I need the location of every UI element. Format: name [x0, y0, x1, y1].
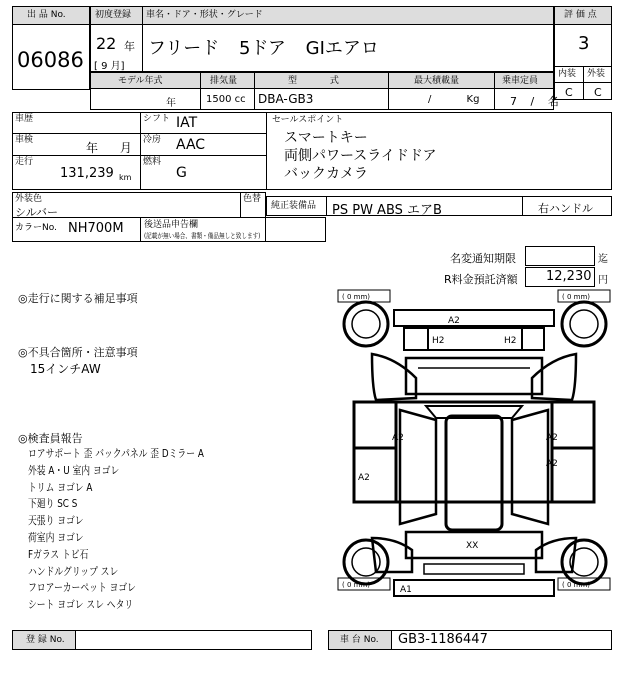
mileage-value: 131,239 [60, 166, 114, 181]
inspector-line: フロアーカーペット ヨゴレ [28, 581, 136, 595]
title-deadline-box [525, 246, 595, 266]
recycle-fee-label: R料金預託済額 [444, 273, 518, 286]
repaint-label: 色替 [243, 194, 262, 204]
car-name-label: 車名・ドア・形状・グレード [146, 10, 263, 20]
equipment-value: PS PW ABS エアB [332, 203, 442, 218]
exterior-color-value: シルバー [15, 206, 58, 219]
max-load-label: 最大積載量 [414, 76, 460, 86]
steering-position: 右ハンドル [538, 202, 593, 215]
damage-mark-headlight-right: H2 [504, 336, 517, 346]
fuel-label: 燃料 [143, 157, 162, 167]
aftermarket-note: (記載が無い場合、書類・備品無しと致します) [144, 232, 261, 240]
tire-depth-front-left: ( 0 mm) [342, 293, 371, 301]
lot-number-label: 出 品 No. [27, 10, 66, 20]
car-damage-diagram [336, 288, 612, 626]
damage-mark-bumper: A2 [448, 316, 460, 326]
mileage-unit: km [119, 173, 132, 182]
shift-label: シフト [143, 114, 171, 124]
exterior-color-label: 外装色 [15, 194, 43, 204]
displacement: 1500 cc [206, 94, 246, 105]
title-deadline-label: 名変通知期限 [450, 252, 516, 265]
aftermarket-label: 後送品申告欄 [144, 220, 199, 230]
recycle-fee-unit: 円 [598, 275, 608, 286]
inspector-line: 外装 A・U 室内 ヨゴレ [28, 463, 120, 477]
inspector-report-title: ◎検査員報告 [18, 432, 83, 445]
interior-grade-label: 内装 [558, 69, 577, 79]
score: 3 [578, 33, 590, 54]
history-label: 車歴 [15, 114, 34, 124]
fuel-value: G [176, 165, 187, 181]
exterior-grade: C [594, 86, 602, 99]
interior-grade: C [565, 86, 573, 99]
sales-point-3: バックカメラ [284, 166, 368, 182]
chassis-number: GB3-1186447 [398, 632, 488, 647]
car-name: フリード 5ドア GIエアロ [148, 38, 379, 59]
damage-mark-door-right: A2 [546, 459, 558, 469]
capacity-label: 乗車定員 [502, 76, 539, 86]
registration-number-label: 登 録 No. [26, 635, 65, 645]
shaken-label: 車検 [15, 135, 34, 145]
color-number-label: カラーNo. [15, 223, 57, 233]
model-year-unit: 年 [166, 98, 176, 109]
inspector-line: シート ヨゴレ スレ ヘタリ [28, 598, 134, 612]
equipment-label: 純正装備品 [271, 201, 317, 211]
inspector-report-lines [28, 446, 328, 614]
tire-depth-front-right: ( 0 mm) [562, 293, 591, 301]
tire-depth-rear-left: ( 0 mm) [342, 581, 371, 589]
model-code-label: 型 式 [288, 76, 339, 86]
damage-mark-rear-bumper: A1 [400, 585, 412, 595]
sales-point-2: 両側パワースライドドア [284, 148, 437, 164]
max-load: / Kg [428, 94, 480, 105]
damage-mark-fender-right: A2 [546, 433, 558, 443]
inspector-line: 荷室内 ヨゴレ [28, 530, 84, 544]
exterior-grade-label: 外装 [587, 69, 606, 79]
tire-depth-rear-right: ( 0 mm) [562, 581, 591, 589]
capacity: 7 / 名 [510, 95, 559, 108]
inspector-line: 下廻り SC S [28, 497, 78, 511]
damage-mark-rear: XX [466, 541, 479, 551]
displacement-label: 排気量 [210, 76, 238, 86]
recycle-fee-value: 12,230 [546, 269, 592, 284]
registration-year: 22 [96, 34, 117, 53]
score-label: 評 価 点 [564, 10, 597, 20]
model-code: DBA-GB3 [258, 92, 314, 106]
ac-value: AAC [176, 137, 206, 153]
chassis-number-label: 車 台 No. [340, 635, 379, 645]
defects-title: ◎不具合箇所・注意事項 [18, 346, 138, 359]
damage-mark-door-left: A2 [358, 473, 370, 483]
inspector-line: トリム ヨゴレ A [28, 480, 93, 494]
sales-point-1: スマートキー [284, 130, 368, 146]
mileage-label: 走行 [15, 157, 34, 167]
registration-month: [ 9 月] [94, 61, 125, 72]
damage-mark-fender-left: A2 [392, 433, 404, 443]
defects-line: 15インチAW [30, 362, 101, 376]
color-number-value: NH700M [68, 221, 124, 236]
driving-remarks-title: ◎走行に関する補足事項 [18, 292, 138, 305]
inspector-line: 天張り ヨゴレ [28, 514, 84, 528]
inspector-line: Fガラス トビ石 [28, 547, 89, 561]
model-year-label: モデル年式 [118, 76, 163, 86]
shaken-value: 年 月 [86, 141, 132, 155]
registration-year-unit: 年 [124, 40, 135, 53]
sales-points-label: セールスポイント [272, 115, 344, 125]
first-registration-label: 初度登録 [95, 10, 132, 20]
ac-label: 冷房 [143, 135, 162, 145]
inspector-line: ロアサポート 歪 バックパネル 歪 Dミラー A [28, 447, 204, 460]
inspector-line: ハンドルグリップ スレ [28, 564, 119, 578]
lot-number: 06086 [17, 48, 84, 72]
damage-mark-headlight-left: H2 [432, 336, 445, 346]
title-deadline-unit: 迄 [598, 254, 608, 265]
shift-value: IAT [176, 115, 198, 131]
